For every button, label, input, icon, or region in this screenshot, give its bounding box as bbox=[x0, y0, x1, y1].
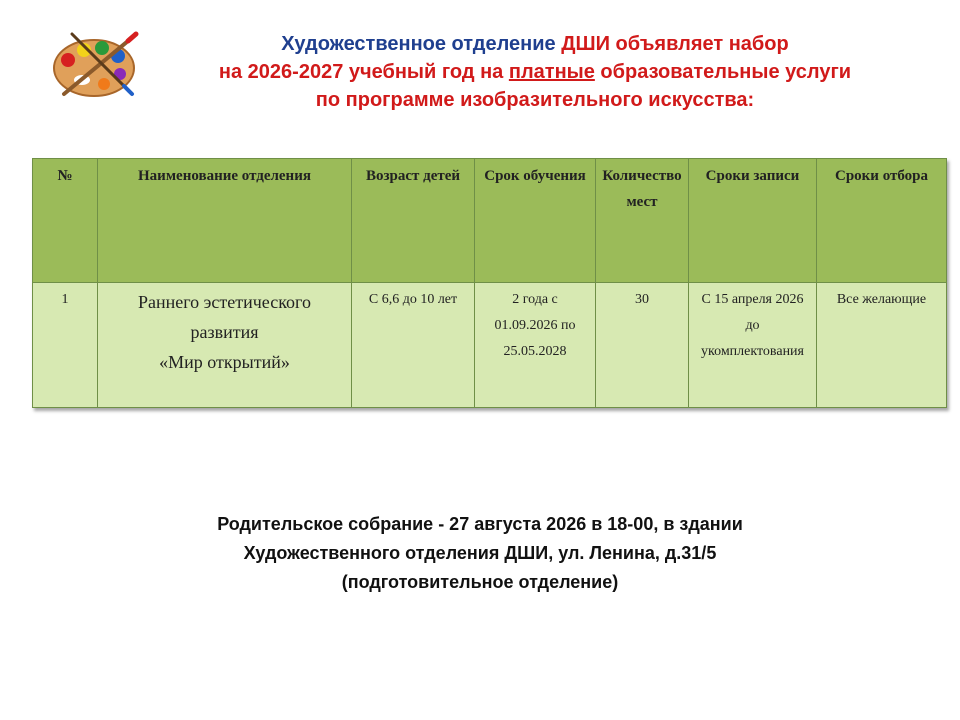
cell-department-name bbox=[98, 283, 352, 408]
table-header-row bbox=[33, 159, 947, 283]
heading-line-1-red: ДШИ объявляет набор bbox=[561, 33, 789, 55]
cell-places: 30 bbox=[596, 283, 689, 408]
header-number: № bbox=[33, 159, 98, 283]
cell-term: 2 года с 01.09.2026 по 25.05.2028 bbox=[475, 283, 596, 408]
cell-number: 1 bbox=[33, 283, 98, 408]
department-name-line-2: «Мир открытий» bbox=[159, 352, 290, 372]
cell-age: С 6,6 до 10 лет bbox=[352, 283, 475, 408]
cell-selection: Все желающие bbox=[817, 283, 947, 408]
heading-line-2 bbox=[150, 58, 920, 86]
department-name-line-1: Раннего эстетического развития bbox=[137, 292, 311, 342]
table-row bbox=[33, 283, 947, 408]
cell-registration: С 15 апреля 2026 до укомплектования bbox=[689, 283, 817, 408]
notice-line-3: (подготовительное отделение) bbox=[341, 572, 619, 592]
notice-line-1: Родительское собрание - 27 августа 2026 в 18-00, в здании bbox=[217, 514, 743, 534]
header-selection: Сроки отбора bbox=[817, 159, 947, 283]
header-term: Срок обучения bbox=[475, 159, 596, 283]
art-palette-icon bbox=[52, 30, 140, 100]
header-places: Количество мест bbox=[596, 159, 689, 283]
parent-meeting-notice bbox=[140, 510, 820, 597]
header-department-name: Наименование отделения bbox=[98, 159, 352, 283]
heading-line-2-end: образовательные услуги bbox=[594, 61, 852, 83]
heading-line-3: по программе изобразительного искусства: bbox=[315, 89, 755, 111]
announcement-heading bbox=[150, 30, 920, 114]
enrollment-table bbox=[32, 158, 947, 408]
heading-line-1-blue: Художественное отделение bbox=[281, 33, 562, 55]
header-age: Возраст детей bbox=[352, 159, 475, 283]
header-registration: Сроки записи bbox=[689, 159, 817, 283]
heading-line-1 bbox=[150, 30, 920, 58]
heading-line-2-underlined: платные bbox=[508, 61, 595, 83]
notice-line-2: Художественного отделения ДШИ, ул. Ленина, д.31/5 bbox=[243, 543, 717, 563]
heading-line-2-start: на 2026-2027 учебный год на bbox=[218, 61, 509, 83]
